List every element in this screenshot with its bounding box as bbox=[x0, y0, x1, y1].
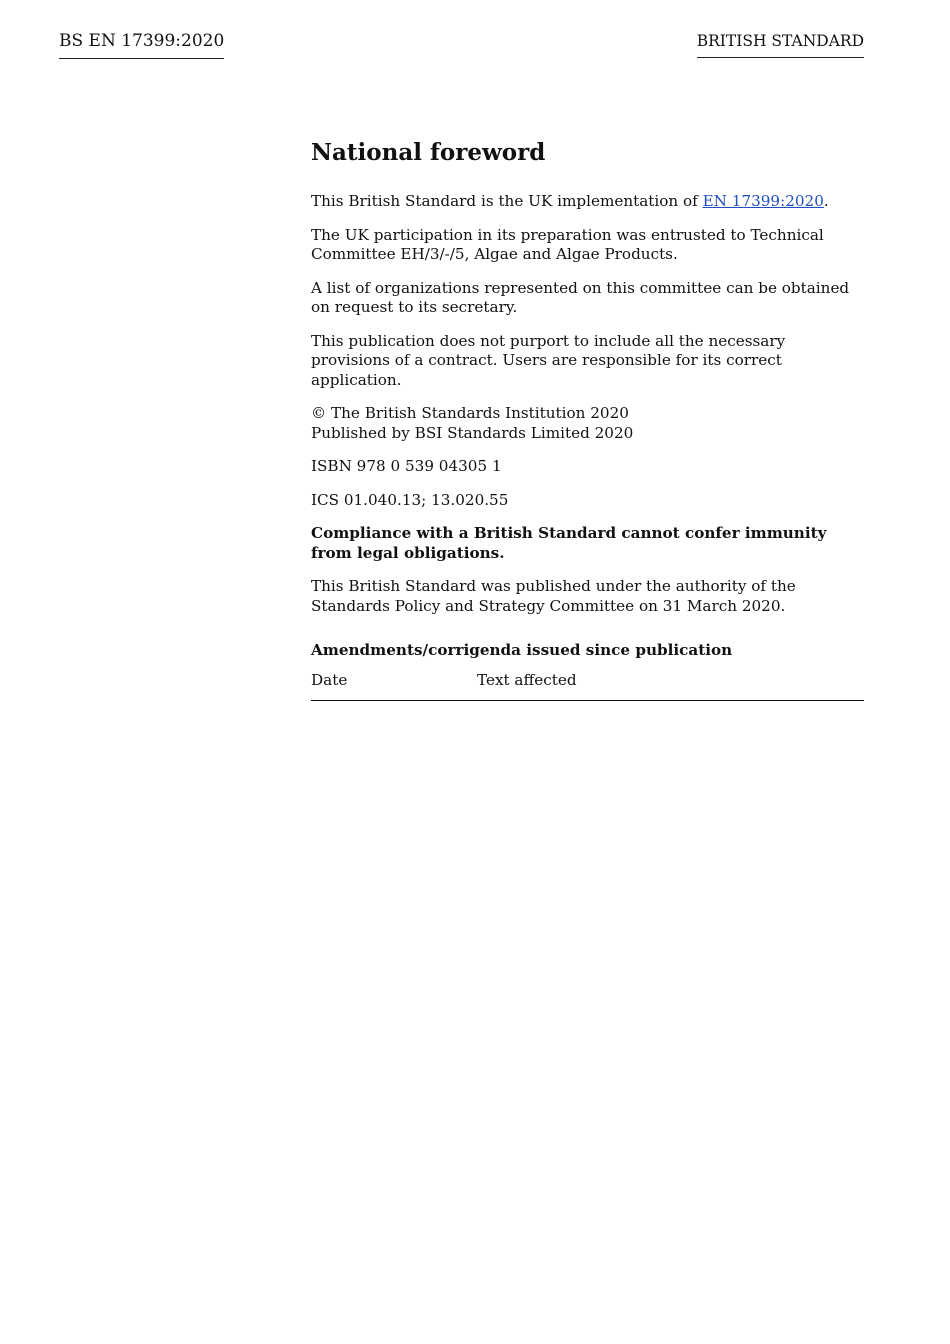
ics-line: ICS 01.040.13; 13.020.55 bbox=[311, 490, 509, 509]
header-series-label: BRITISH STANDARD bbox=[697, 31, 864, 58]
authority-paragraph: This British Standard was published under the authority of the Standards Policy and Strategy Committee on 31 March 2020. bbox=[311, 577, 796, 615]
header-document-number: BS EN 17399:2020 bbox=[59, 30, 224, 59]
national-foreword-section bbox=[311, 138, 864, 701]
organizations-paragraph: A list of organizations represented on this committee can be obtained on request to its secretary. bbox=[311, 278, 850, 316]
copyright-block bbox=[311, 404, 864, 443]
amendments-date-column: Date bbox=[311, 671, 348, 689]
publisher-line: Published by BSI Standards Limited 2020 bbox=[311, 423, 634, 442]
implementation-period: . bbox=[823, 192, 829, 210]
amendments-table-header bbox=[311, 670, 864, 701]
implementation-paragraph bbox=[311, 192, 864, 212]
compliance-statement: Compliance with a British Standard cannot confer immunity from legal obligations. bbox=[311, 524, 827, 562]
isbn-line: ISBN 978 0 539 04305 1 bbox=[311, 457, 502, 475]
amendments-text-column: Text affected bbox=[477, 671, 577, 689]
en-standard-link[interactable]: EN 17399:2020 bbox=[702, 192, 824, 210]
page-title: National foreword bbox=[311, 139, 546, 166]
committee-paragraph: The UK participation in its preparation was entrusted to Technical Committee EH/3/-/5, Algae and Algae Products. bbox=[311, 225, 824, 263]
amendments-heading: Amendments/corrigenda issued since publication bbox=[311, 641, 733, 659]
copyright-line: © The British Standards Institution 2020 bbox=[311, 404, 629, 422]
provisions-paragraph: This publication does not purport to include all the necessary provisions of a contract. Users are responsible for its correct application. bbox=[311, 331, 786, 389]
implementation-text: This British Standard is the UK implementation of bbox=[311, 192, 703, 210]
